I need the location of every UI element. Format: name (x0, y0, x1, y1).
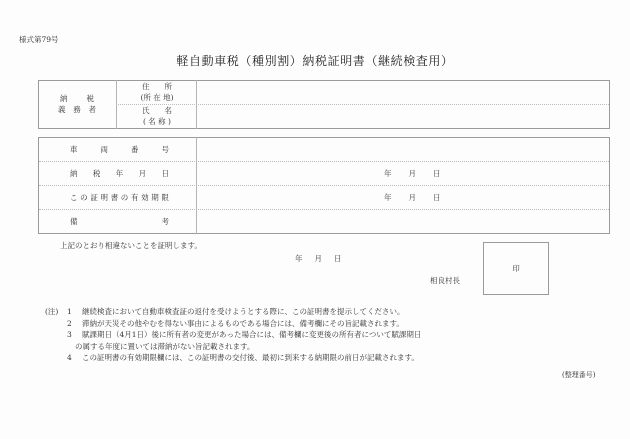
address-field[interactable] (198, 81, 608, 103)
validity-date-field[interactable]: 年 月 日 (384, 193, 441, 202)
note-item: 3 賦課期日（4月1日）後に所有者の変更があった場合には、備考欄に変更後の所有者について賦課期日 (67, 330, 422, 340)
validity-label: こ の 証 明 書 の 有 効 期 限 (70, 193, 169, 202)
payment-date-field[interactable]: 年 月 日 (384, 169, 441, 178)
seal-label: 印 (512, 264, 520, 273)
issuer-name: 相良村長 (430, 276, 460, 285)
issue-date: 年 月 日 (295, 254, 342, 263)
remarks-field[interactable] (198, 210, 608, 232)
certification-statement: 上記のとおり相違ないことを証明します。 (60, 241, 202, 250)
note-item: (注) 1 継続検査において自動車検査証の返付を受けようとする際に、この証明書を提示してください。 (45, 307, 405, 316)
note-item-continuation: の属する年度に置いては滞納がない旨記載されます。 (75, 341, 255, 351)
payment-date-label: 納 税 年 月 日 (70, 169, 169, 178)
divider (39, 161, 609, 162)
taxpayer-group-label: 納 税 義 務 者 (58, 94, 96, 114)
seal-box (483, 242, 549, 295)
note-item: 4 この証明書の有効期限欄には、この証明書の交付後、最初に到来する納期限の前日が記載されます。 (67, 353, 419, 363)
divider (39, 185, 609, 186)
document-title: 軽自動車税（種別割）納税証明書（継続検査用） (176, 54, 454, 68)
notes-prefix: (注) (45, 307, 59, 316)
notes-section (45, 306, 421, 364)
name-field[interactable] (198, 105, 608, 127)
address-label: 住 所 (所 在 地) (140, 82, 174, 102)
vehicle-number-field[interactable] (198, 138, 608, 160)
vehicle-number-label: 車 両 番 号 (70, 145, 169, 154)
form-number: 様式第79号 (19, 35, 59, 44)
remarks-label: 備 考 (70, 217, 169, 226)
name-label: 氏 名 ( 名 称 ) (142, 106, 172, 126)
note-item: 2 滞納が天災その他やむを得ない事由によるものである場合には、備考欄にその旨記載されます。 (67, 318, 404, 328)
reference-number-label: (整理番号) (562, 371, 596, 379)
